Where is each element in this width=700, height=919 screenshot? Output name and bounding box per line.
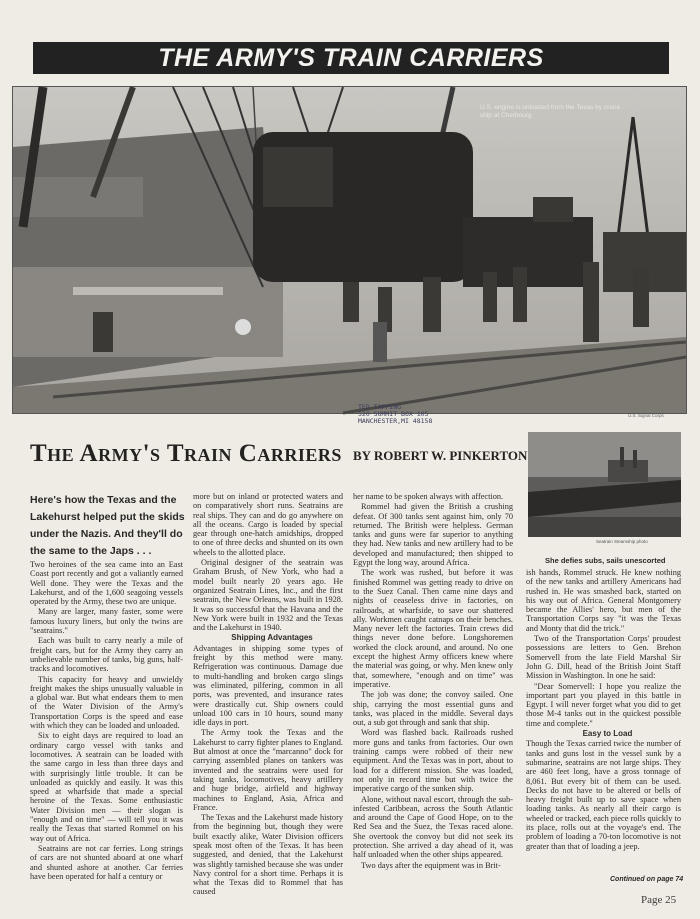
paragraph: Two of the Transportation Corps' proudest possessions are letters to Gen. Brehon Somervell from the late Field Marshal Sir John G. Dill, head of the British Joint Staff Mission in Washington. In one he said:: [526, 634, 681, 681]
article-subhead: Here's how the Texas and the Lakehurst helped put the skids under the Nazis. And they'll do the same to the Japs . . .: [30, 494, 185, 557]
article-column-3: [353, 492, 513, 884]
article-byline: BY ROBERT W. PINKERTON: [353, 448, 528, 463]
article-column-4: [526, 568, 681, 875]
seatrain-photo: [528, 432, 681, 537]
page-number: Page 25: [641, 894, 677, 906]
section-heading: Easy to Load: [582, 729, 633, 739]
main-photo: [12, 86, 687, 414]
paragraph: Six to eight days are required to load an ordinary cargo vessel with tanks and locomotives. A seatrain can be loaded with the same cargo in less than three days and with surprisingly little trouble. It can be unloaded as quickly and easily. It was this speed at wharfside that made a special heroine of the Texas. Some enthusiastic Water Division men — their slogan is "enough and on time" — will tell you it was really the Texas that started Rommel on his way out of Africa.: [30, 731, 183, 843]
paragraph: Word was flashed back. Railroads rushed more guns and tanks from factories. Our own training camps were robbed of their new equipment. And the Texas was in port, about to load for a different mission. She was loaded, not only in record time but with twice the imperative cargo of the sunken ship.: [353, 728, 513, 794]
paragraph: Two heroines of the sea came into an East Coast port recently and got a valiantly earned Well done. They were the Texas and the Lakehurst, and of the 1,600 seagoing vessels operated by the Army, these two are unique.: [30, 560, 183, 607]
paragraph: The job was done; the convoy sailed. One ship, carrying the most essential guns and tanks, was placed in the middle. Several days out, a sub got through and sank that ship.: [353, 690, 513, 728]
section-heading: Shipping Advantages: [231, 633, 313, 643]
continued-note: Continued on page 74: [610, 876, 684, 883]
banner-title: THE ARMY'S TRAIN CARRIERS: [158, 43, 544, 72]
paragraph: Advantages in shipping some types of freight by this method were many. Refrigeration was continuous. Damage due to multi-handling and broken cargo slings was eliminated, pilfering, common in all ports, was prevented, and insurance rates were drastically cut. Ship owners could unload 100 cars in 10 hours, sound many idle days in port.: [193, 643, 343, 728]
paragraph: Two days after the equipment was in Brit-: [361, 860, 501, 870]
ship-at-sea-illustration: [528, 432, 681, 537]
paragraph: Rommel had given the British a crushing defeat. Of 300 tanks sent against him, only 70 returned. The British were helpless. German tanks and guns were far superior to anything they had. New tanks and new artillery had to be developed and manufactured; then shipped to Egypt the long way, around Africa.: [353, 502, 513, 568]
dock-scene-illustration: [13, 87, 686, 413]
paragraph: The work was rushed, but before it was finished Rommel was getting ready to drive on to the Suez Canal. Then came nine days and nights of ceaseless drive in factories, on railroads, at wharfside, to save our shattered ally. Workmen caught catnaps on their benches. Many never left the factories. Train crews did things never done before. Longshoremen worked the clock around, and around. No one except the highest Army officers knew where the material was going, or why. Men knew only that, somewhere, "enough and on time" was imperative.: [353, 568, 513, 689]
paragraph: Original designer of the seatrain was Graham Brush, of New York, who had a model built nearly 20 years ago. He organized Seatrain Lines, Inc., and the first seatrain, the New Orleans, was built in 1928. It was so successful that the Havana and the New York were built in 1932 and the Texas and the Lakehurst in 1940.: [193, 558, 343, 633]
photo-credit: U.S. Signal Corps: [628, 413, 664, 418]
article-column-2: [193, 492, 343, 897]
stamp-line: TED TAPPING: [358, 403, 402, 411]
paragraph: Alone, without naval escort, through the sub-infested Caribbean, across the South Atlantic and around the Cape of Good Hope, on to the Red Sea and the Suez, the Texas raced alone. She overtook the convoy but did not seek its protection. She arrived a day ahead of it, was half unloaded when the other ships appeared.: [353, 794, 513, 860]
paragraph: "Dear Somervell: I hope you realize the important part you played in this battle in Egypt. I will never forget what you did to get those M-4 tanks out in the quickest possible time and complete.": [526, 681, 681, 728]
paragraph: Though the Texas carried twice the number of tanks and guns lost in the vessel sunk by a submarine, seatrains are not large ships. They are 460 feet long, have a gross tonnage of 8,061. But every bit of them can be used. Decks do not have to be altered or bells of heavy freight built up to save space when loading tanks. As nearly all their cargo is wheeled or tracked, each piece rolls quickly to its place, rolls out at the voyage's end. The problem of loading a 70-ton locomotive is not greater than that of loading a jeep.: [526, 739, 681, 851]
stamp-line: 520 SUMMIT BOX 105: [358, 410, 429, 418]
article-title: The Army's Train Carriers: [30, 440, 342, 467]
small-photo-caption: She defies subs, sails unescorted: [545, 556, 666, 565]
paragraph: The Army took the Texas and the Lakehurst to carry fighter planes to England. But almost at once the "marcanno" dock for carrying assembled planes on tankers was invented and the seatrains were used for taking tanks, locomotives, heavy artillery and huge bridge, airfield and highway machines to England, Asia, Africa and France.: [193, 728, 343, 812]
paragraph: Seatrains are not car ferries. Long strings of cars are not shunted aboard at one wharf and shunted ashore at another. Car ferries have been operated for half a century or: [30, 843, 183, 881]
page-banner: [33, 42, 669, 74]
paragraph: more but on inland or protected waters and on comparatively short runs. Seatrains are real ships. They can and do go anywhere on all the oceans. Cargo is loaded by special gear through one-hatch amidships, dropped to one of three decks and shunted on its own wheels to the allotted place.: [193, 492, 343, 557]
paragraph: This capacity for heavy and unwieldy freight makes the ships unusually valuable in a global war. But what endears them to men of the Water Division of the Army's Transportation Corps is the speed and ease with which they can be loaded and unloaded.: [30, 674, 183, 731]
small-photo-credit: Seatrain Steamship photo: [596, 539, 648, 544]
address-stamp: [358, 404, 432, 425]
paragraph: ish hands, Rommel struck. He knew nothing of the new tanks and artillery Americans had rushed in. He was smashed back, started on his way out of Africa. General Montgomery became the Allies' hero, but men of the Transportation Corps say "it was the Texas and Monty that did the trick.": [526, 568, 681, 633]
article-column-1: [30, 560, 183, 885]
paragraph: The Texas and the Lakehurst made history from the beginning but, though they were built exactly alike, Water Division officers speak most often of the Texas. It has been suggested, and denied, that the Lakehurst was slightly tarnished because she was under Navy control for a short time. Perhaps it is what the Texas did to Rommel that has caused: [193, 813, 343, 897]
stamp-line: MANCHESTER,MI 48158: [358, 417, 433, 425]
paragraph: her name to be spoken always with affection.: [353, 492, 504, 501]
paragraph: Many are larger, many faster, some were famous luxury liners, but only the twins are "seatrains.": [30, 607, 183, 636]
paragraph: Each was built to carry nearly a mile of freight cars, but for the Army they carry an unbelievable number of tanks, big guns, half-tracks and locomotives.: [30, 636, 183, 674]
photo-caption: U.S. engine is unloaded from the Texas by crane ship at Cherbourg: [480, 104, 621, 119]
